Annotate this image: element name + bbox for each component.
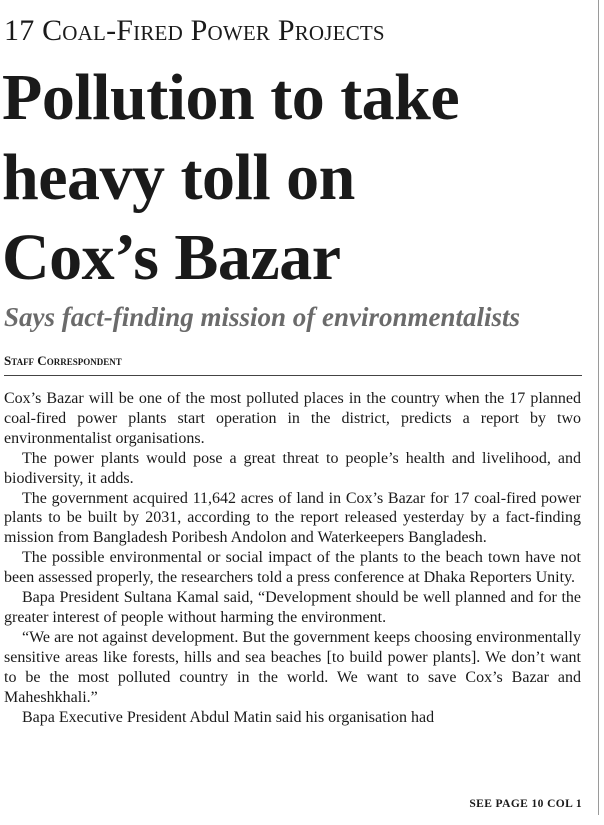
paragraph: The government acquired 11,642 acres of land in Cox’s Bazar for 17 coal-fired power plants to be built by 2031, according to the report released yesterday by a fact-finding mission from Bangladesh Poribesh Andolon and Waterkeepers Bangladesh. <box>4 489 581 547</box>
byline: Staff Correspondent <box>4 353 122 368</box>
continued-on-page-link[interactable]: SEE PAGE 10 COL 1 <box>469 798 582 810</box>
headline-line: heavy toll on <box>2 141 355 214</box>
kicker: 17 Coal-Fired Power Projects <box>4 14 385 47</box>
paragraph: Bapa Executive President Abdul Matin said his organisation had <box>22 708 435 726</box>
headline <box>2 58 598 298</box>
article-body <box>4 389 581 727</box>
paragraph: Cox’s Bazar will be one of the most polluted places in the country when the 17 planned coal-fired power plants start operation in the district, predicts a report by two environmentalist organisations. <box>4 390 581 447</box>
paragraph: The possible environmental or social impact of the plants to the beach town have not been assessed properly, the researchers told a press conference at Dhaka Reporters Unity. <box>4 549 581 587</box>
headline-line: Cox’s Bazar <box>2 221 341 294</box>
headline-line: Pollution to take <box>2 61 460 134</box>
paragraph: The power plants would pose a great threat to people’s health and livelihood, and biodiversity, it adds. <box>4 449 581 487</box>
subheadline: Says fact-finding mission of environmentalists <box>4 302 521 332</box>
paragraph: “We are not against development. But the government keeps choosing environmentally sensitive areas like forests, hills and sea beaches [to build power plants]. We don’t want to be the most polluted country in the world. We want to save Cox’s Bazar and Maheshkhali.” <box>4 628 581 706</box>
byline-divider <box>4 375 582 376</box>
paragraph: Bapa President Sultana Kamal said, “Development should be well planned and for the greater interest of people without harming the environment. <box>4 589 581 626</box>
column-rule <box>598 0 599 815</box>
